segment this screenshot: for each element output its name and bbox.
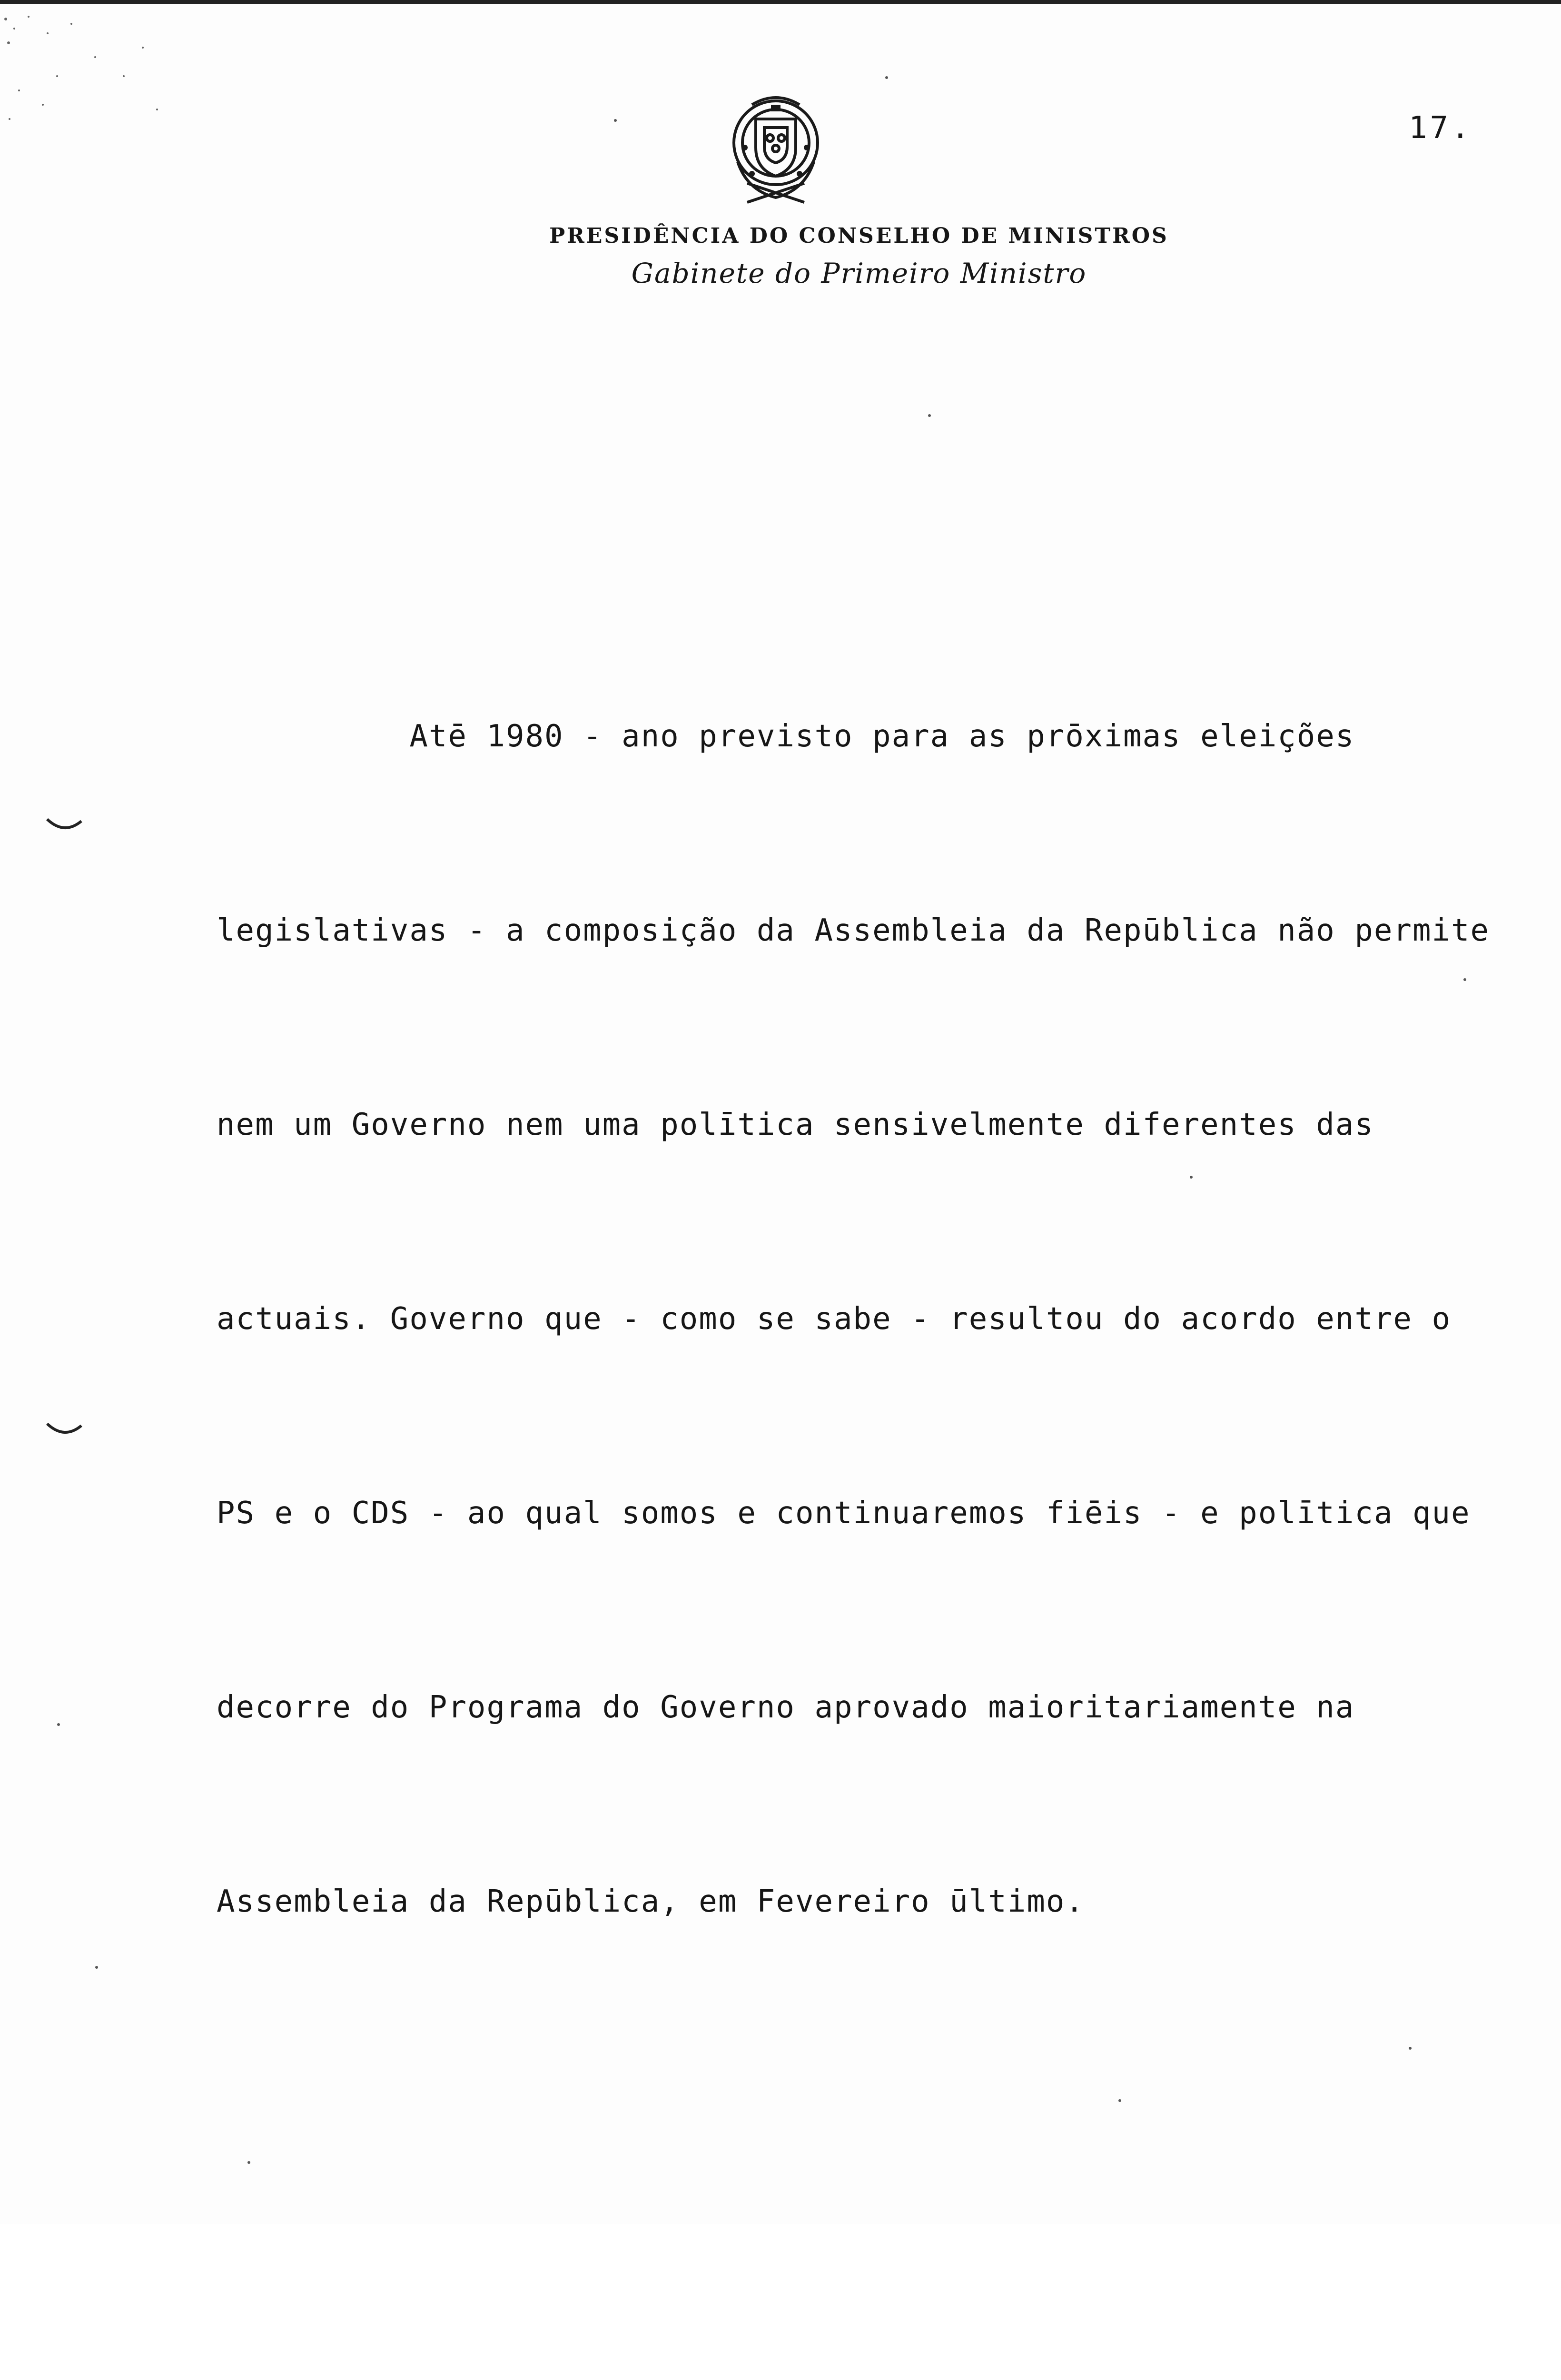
text-line: Atē 1980 - ano previsto para as prōximas eleições	[217, 719, 1355, 754]
scan-speck	[885, 76, 888, 79]
institution-name: PRESIDÊNCIA DO CONSELHO DE MINISTROS	[549, 224, 1169, 248]
scan-speck	[614, 119, 617, 122]
paragraph-2	[217, 2258, 1544, 2380]
scan-noise-specks	[0, 5, 200, 129]
text-line: Assembleia da Repūblica, em Fevereiro ūltimo.	[217, 1884, 1085, 1919]
text-line: nem um Governo nem uma polītica sensivelmente diferentes das	[217, 1107, 1374, 1142]
scan-speck	[57, 1723, 60, 1726]
text-line: decorre do Programa do Governo aprovado maioritariamente na	[217, 1690, 1355, 1725]
text-line: PS e o CDS - ao qual somos e continuaremos fiēis - e polītica que	[217, 1496, 1471, 1531]
paragraph-1	[217, 575, 1544, 2063]
margin-mark	[45, 1421, 83, 1440]
top-border-rule	[0, 0, 1561, 4]
office-name: Gabinete do Primeiro Ministro	[631, 257, 1087, 289]
text-line: legislativas - a composição da Assembleia da Repūblica não permite	[217, 913, 1490, 948]
scan-speck	[95, 1966, 98, 1969]
coat-of-arms-icon	[719, 90, 833, 209]
document-body	[217, 445, 1544, 2380]
text-line: actuais. Governo que - como se sabe - resultou do acordo entre o	[217, 1301, 1451, 1337]
page-number: 17.	[1409, 110, 1472, 146]
scan-speck	[928, 414, 931, 417]
margin-mark	[45, 816, 83, 835]
